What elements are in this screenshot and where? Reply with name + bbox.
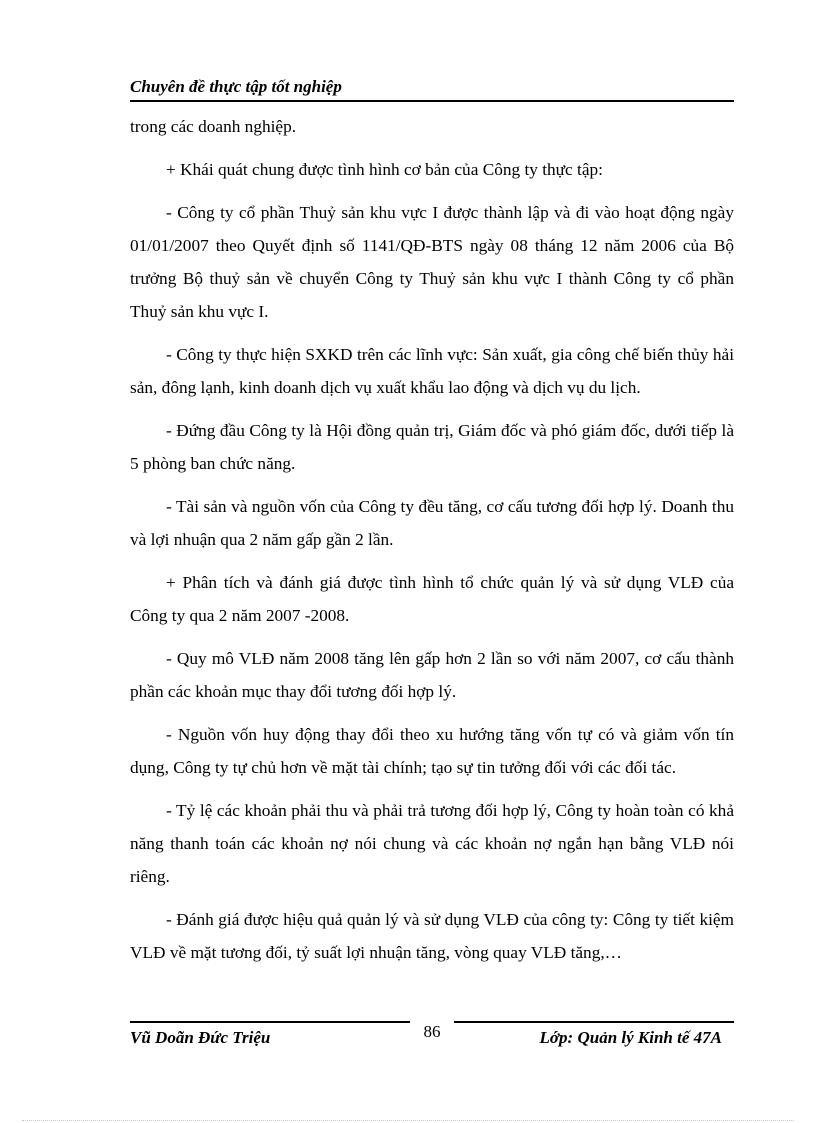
paragraph: + Phân tích và đánh giá được tình hình tổ chức quản lý và sử dụng VLĐ của Công ty qua 2 năm 2007 -2008. [130,573,734,625]
page-edge-divider [22,1120,794,1121]
paragraph: - Đứng đầu Công ty là Hội đồng quản trị, Giám đốc và phó giám đốc, dưới tiếp là 5 phòng ban chức năng. [130,421,734,473]
paragraph: + Khái quát chung được tình hình cơ bản của Công ty thực tập: [166,160,603,179]
paragraph: - Công ty cổ phần Thuỷ sản khu vực I được thành lập và đi vào hoạt động ngày 01/01/2007 theo Quyết định số 1141/QĐ-BTS ngày 08 tháng 12 năm 2006 của Bộ trưởng Bộ thuỷ sản về chuyển Công ty Thuỷ sản khu vực I thành Công ty cổ phần Thuỷ sản khu vực I. [130,203,734,321]
page-header [130,76,734,102]
page-footer [130,1021,734,1053]
paragraph: - Công ty thực hiện SXKD trên các lĩnh vực: Sản xuất, gia công chế biến thủy hải sản, đông lạnh, kinh doanh dịch vụ xuất khẩu lao động và dịch vụ du lịch. [130,345,734,397]
paragraph: - Đánh giá được hiệu quả quản lý và sử dụng VLĐ của công ty: Công ty tiết kiệm VLĐ về mặt tương đối, tỷ suất lợi nhuận tăng, vòng quay VLĐ tăng,… [130,910,734,962]
body-text [130,110,734,979]
paragraph: - Quy mô VLĐ năm 2008 tăng lên gấp hơn 2 lần so với năm 2007, cơ cấu thành phần các khoản mục thay đổi tương đối hợp lý. [130,649,734,701]
footer-author: Vũ Doãn Đức Triệu [130,1028,271,1047]
header-title: Chuyên đề thực tập tốt nghiệp [130,77,342,96]
paragraph: trong các doanh nghiệp. [130,117,297,136]
footer-class: Lớp: Quản lý Kinh tế 47A [539,1028,722,1047]
paragraph: - Tài sản và nguồn vốn của Công ty đều tăng, cơ cấu tương đối hợp lý. Doanh thu và lợi nhuận qua 2 năm gấp gần 2 lần. [130,497,734,549]
paragraph: - Nguồn vốn huy động thay đổi theo xu hướng tăng vốn tự có và giảm vốn tín dụng, Công ty tự chủ hơn về mặt tài chính; tạo sự tin tưởng đối với các đối tác. [130,725,734,777]
page-number: 86 [410,1021,454,1043]
paragraph: - Tỷ lệ các khoản phải thu và phải trả tương đối hợp lý, Công ty hoàn toàn có khả năng thanh toán các khoản nợ nói chung và các khoản nợ ngắn hạn bằng VLĐ nói riêng. [130,801,734,886]
